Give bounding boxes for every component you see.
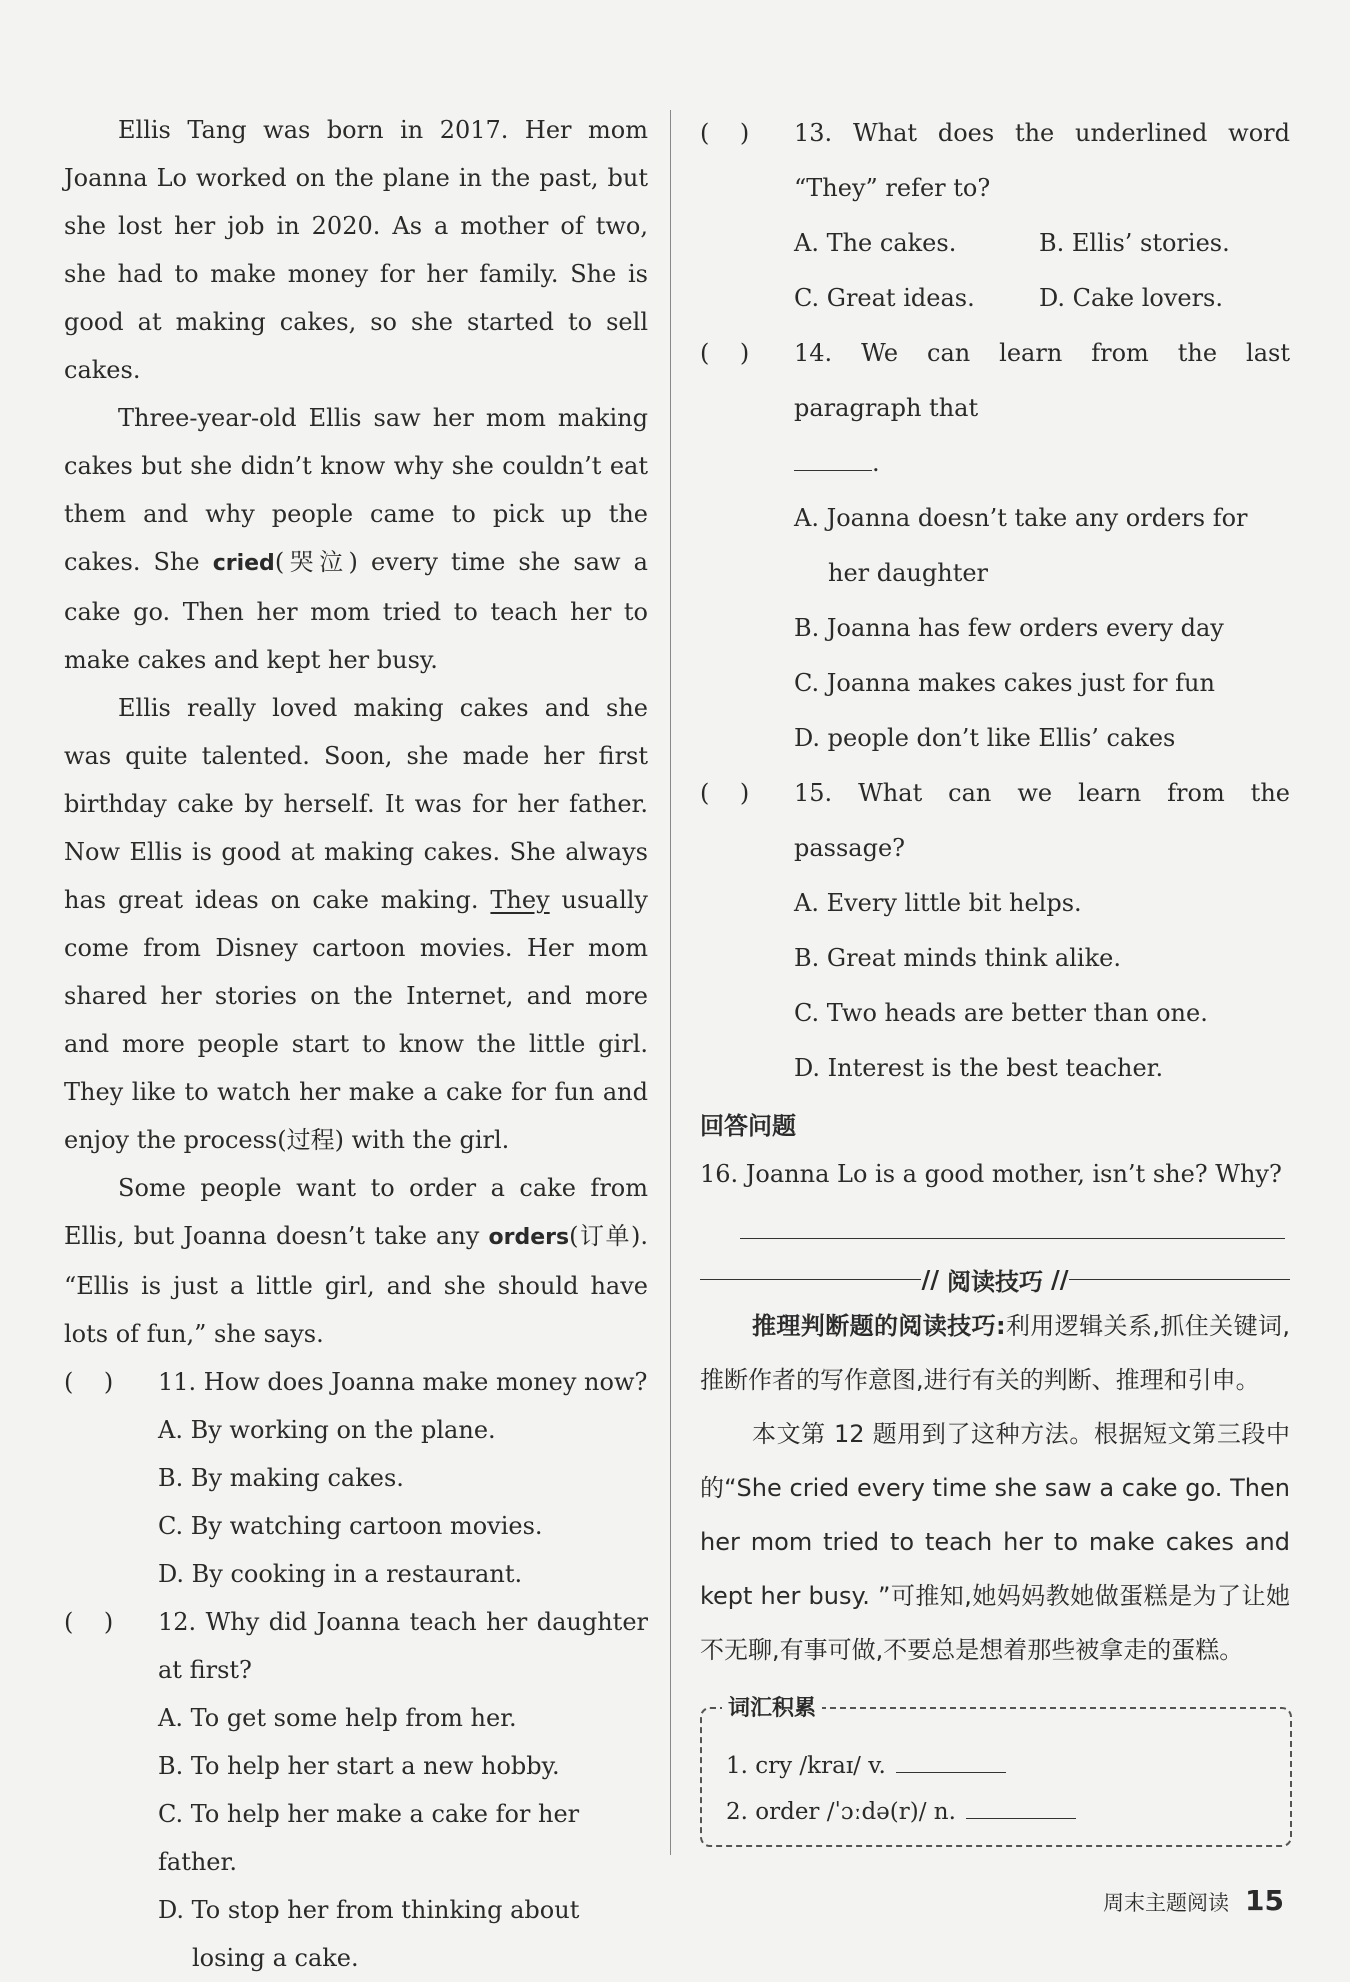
header-rule-right	[1069, 1279, 1290, 1280]
reading-skill-header	[700, 1259, 1290, 1299]
option-c: C. By watching cartoon movies.	[158, 1512, 543, 1540]
passage-paragraph-4: Some people want to order a cake from Ellis, but Joanna doesn’t take any orders(订单). “Ellis is just a little girl, and she should have lots of fun,” she says.	[64, 1174, 648, 1348]
question-14: ( ) 14. We can learn from the last paragraph that . A. Joanna doesn’t take any orders for her daughter B. Joanna has few orders every day C. Joanna makes cakes just for fun D. people don’t like Ellis’ cakes	[700, 326, 1290, 766]
option-b: B. To help her start a new hobby.	[158, 1752, 560, 1780]
passage-paragraph-1: Ellis Tang was born in 2017. Her mom Joanna Lo worked on the plane in the past, but she lost her job in 2020. As a mother of two, she had to make money for her family. She is good at making cakes, so she started to sell cakes.	[64, 116, 648, 384]
question-12	[64, 1598, 648, 1982]
passage-paragraph-3: Ellis really loved making cakes and she was quite talented. Soon, she made her first birthday cake by herself. It was for her father. Now Ellis is good at making cakes. She always has great ideas on cake making. They usually come from Disney cartoon movies. Her mom shared her stories on the Internet, and more and more people start to know the little girl. They like to watch her make a cake for fun and enjoy the process(过程) with the girl.	[64, 694, 648, 1154]
answer-blank-12[interactable]: ( )	[64, 1608, 114, 1636]
vocabulary-box	[700, 1696, 1292, 1847]
underlined-word-they: They	[490, 886, 550, 914]
skill-paragraph-2: 本文第 12 题用到了这种方法。根据短文第三段中的“She cried every time she saw a cake go. Then her mom tried to teach her to make cakes and kept her busy. ”可推知,她妈妈教她做蛋糕是为了让她不无聊,有事可做,不要总是想着那些被拿走的蛋糕。	[700, 1420, 1290, 1664]
option-c: C. Great ideas.	[794, 284, 975, 312]
fill-in-line[interactable]	[794, 444, 872, 471]
option-c: C. Joanna makes cakes just for fun	[794, 669, 1215, 697]
vocab-fill-line[interactable]	[896, 1748, 1006, 1773]
left-column	[64, 106, 648, 1982]
answer-blank-15[interactable]: ( )	[700, 779, 750, 807]
option-d: D. To stop her from thinking about losing a cake.	[158, 1896, 580, 1972]
question-stem: 15. What can we learn from the passage?	[794, 779, 1290, 862]
option-d: D. people don’t like Ellis’ cakes	[794, 724, 1176, 752]
option-a: A. By working on the plane.	[158, 1416, 496, 1444]
column-divider	[670, 110, 671, 1855]
question-16: 16. Joanna Lo is a good mother, isn’t she? Why?	[700, 1160, 1282, 1188]
skill-paragraph-1: 推理判断题的阅读技巧:利用逻辑关系,抓住关键词,推断作者的写作意图,进行有关的判断、推理和引申。	[700, 1312, 1290, 1394]
question-stem: 12. Why did Joanna teach her daughter at first?	[158, 1608, 648, 1684]
vocabulary-title: 词汇积累	[722, 1691, 822, 1722]
option-a: A. The cakes.	[794, 229, 957, 257]
header-rule-left	[700, 1279, 921, 1280]
option-b: B. Joanna has few orders every day	[794, 614, 1224, 642]
option-c: C. Two heads are better than one.	[794, 999, 1208, 1027]
option-a: A. To get some help from her.	[158, 1704, 517, 1732]
footer-section-title: 周末主题阅读	[1103, 1891, 1230, 1915]
double-slash-icon: //	[921, 1264, 939, 1294]
answer-blank-14[interactable]: ( )	[700, 339, 750, 367]
page-footer	[1103, 1884, 1284, 1917]
question-15	[700, 766, 1290, 1096]
question-13	[700, 106, 1290, 326]
option-a: A. Joanna doesn’t take any orders for her daughter	[794, 504, 1248, 587]
keyword-orders: orders	[488, 1225, 570, 1250]
keyword-cried: cried	[212, 551, 275, 576]
answer-blank-13[interactable]: ( )	[700, 119, 750, 147]
question-stem: 13. What does the underlined word “They” refer to?	[794, 119, 1290, 202]
answer-blank-11[interactable]: ( )	[64, 1368, 114, 1396]
vocab-item-cry: 1. cry /kraɪ/ v.	[726, 1743, 1266, 1789]
option-c: C. To help her make a cake for her father.	[158, 1800, 580, 1876]
answer-line-16[interactable]	[740, 1238, 1285, 1239]
question-stem: 14. We can learn from the last paragraph that	[794, 339, 1290, 422]
option-a: A. Every little bit helps.	[794, 889, 1082, 917]
section-title-answer-questions: 回答问题	[700, 1112, 796, 1140]
question-stem: 11. How does Joanna make money now?	[158, 1368, 648, 1396]
vocab-item-order: 2. order /ˈɔːdə(r)/ n.	[726, 1789, 1266, 1835]
option-b: B. By making cakes.	[158, 1464, 404, 1492]
page-number: 15	[1245, 1884, 1284, 1917]
option-d: D. Interest is the best teacher.	[794, 1054, 1164, 1082]
option-d: D. By cooking in a restaurant.	[158, 1560, 523, 1588]
passage-paragraph-2: Three-year-old Ellis saw her mom making cakes but she didn’t know why she couldn’t eat them and why people came to pick up the cakes. She cried(哭泣) every time she saw a cake go. Then her mom tried to teach her to make cakes and kept her busy.	[64, 404, 648, 674]
right-column	[700, 106, 1290, 1847]
option-b: B. Ellis’ stories.	[1039, 229, 1230, 257]
double-slash-icon: //	[1051, 1264, 1069, 1294]
vocab-fill-line[interactable]	[966, 1794, 1076, 1819]
question-11	[64, 1358, 648, 1598]
option-b: B. Great minds think alike.	[794, 944, 1121, 972]
option-d: D. Cake lovers.	[1039, 284, 1223, 312]
reading-skill-title: 阅读技巧	[947, 1267, 1043, 1296]
